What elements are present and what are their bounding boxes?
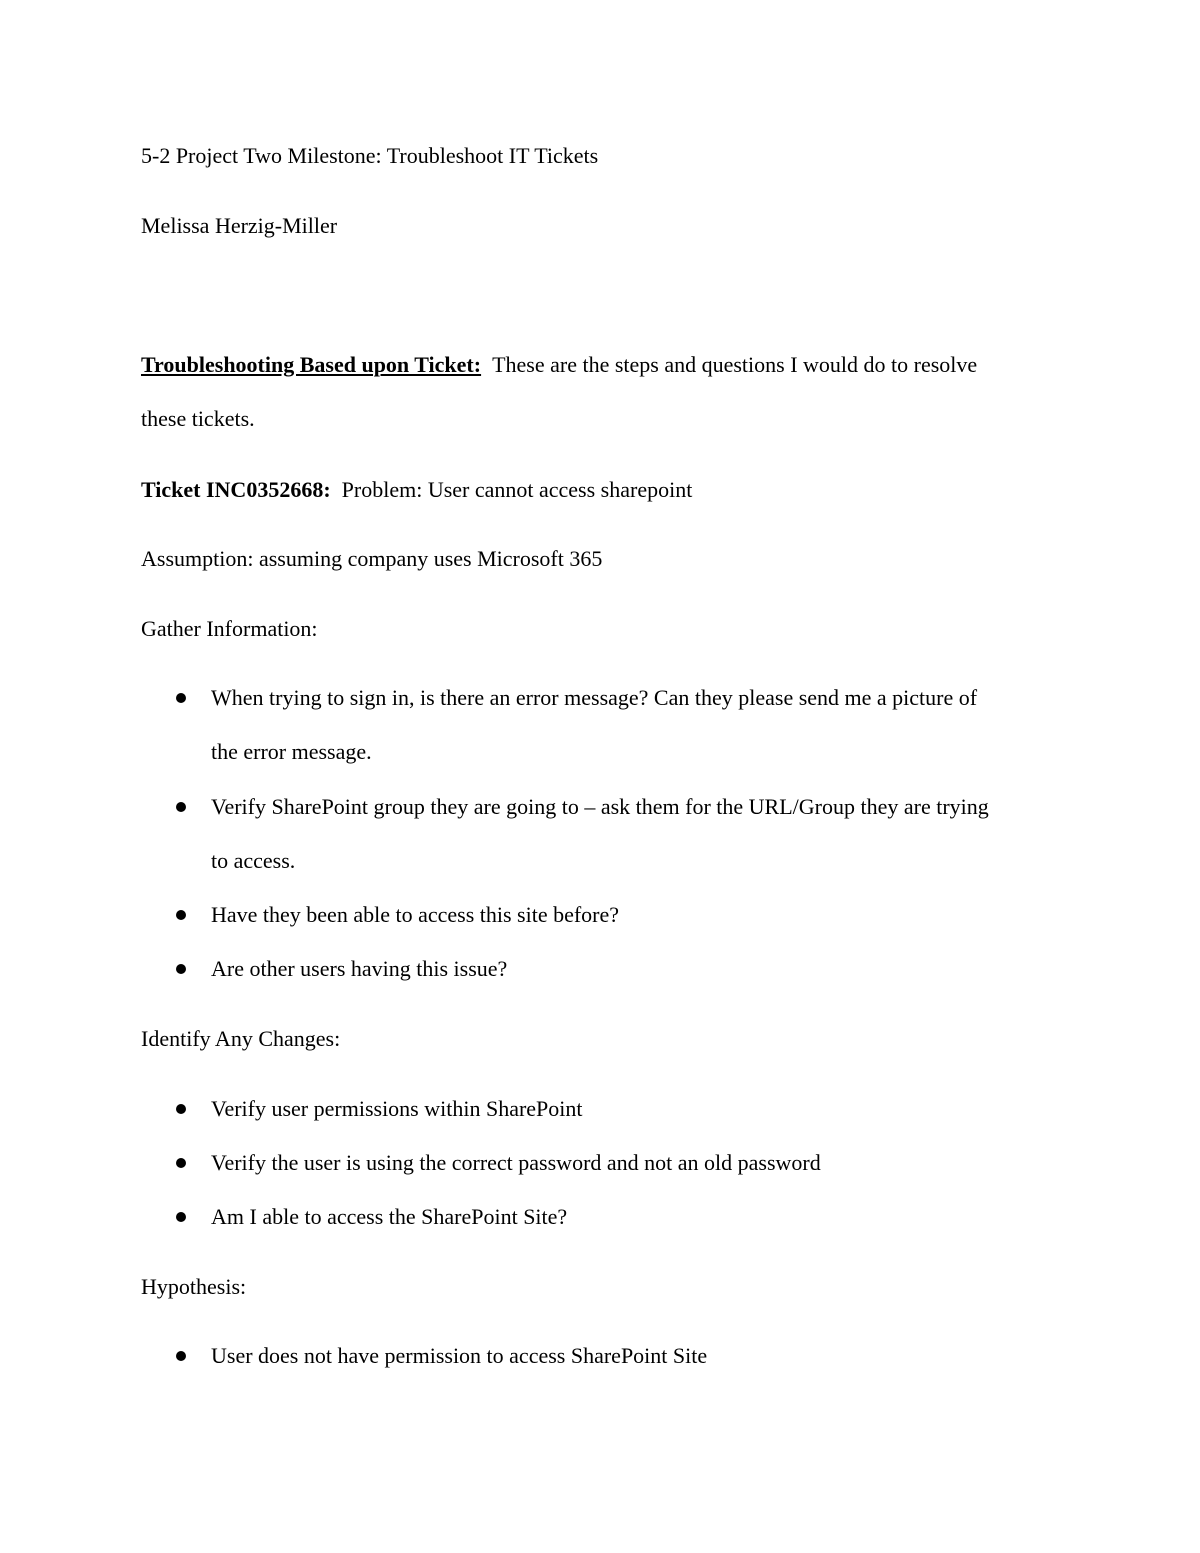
list-item-continuation: to access. [211, 848, 296, 873]
list-item-text: User does not have permission to access SharePoint Site [211, 1343, 708, 1368]
assumption-line: Assumption: assuming company uses Microsoft 365 [141, 546, 603, 571]
bullet-icon [176, 1104, 186, 1114]
list-item-text: Am I able to access the SharePoint Site? [211, 1204, 568, 1229]
bullet-icon [176, 1212, 186, 1222]
document-author: Melissa Herzig-Miller [141, 213, 338, 238]
document-title: 5-2 Project Two Milestone: Troubleshoot IT Tickets [141, 143, 599, 168]
list-item-continuation: the error message. [211, 739, 372, 764]
ticket-line [141, 476, 692, 504]
intro-text-line2: these tickets. [141, 406, 255, 431]
bullet-icon [176, 802, 186, 812]
intro-paragraph [141, 351, 977, 379]
intro-heading: Troubleshooting Based upon Ticket: [141, 352, 482, 377]
intro-text-line1: These are the steps and questions I would do to resolve [492, 352, 978, 377]
hypothesis-heading: Hypothesis: [141, 1274, 247, 1299]
list-item-text: Verify the user is using the correct password and not an old password [211, 1150, 821, 1175]
gather-heading: Gather Information: [141, 616, 318, 641]
list-item-text: Are other users having this issue? [211, 956, 508, 981]
ticket-label: Ticket INC0352668: [141, 477, 331, 502]
bullet-icon [176, 964, 186, 974]
changes-heading: Identify Any Changes: [141, 1026, 341, 1051]
list-item-text: Verify SharePoint group they are going to – ask them for the URL/Group they are trying [211, 794, 989, 819]
bullet-icon [176, 693, 186, 703]
bullet-icon [176, 1158, 186, 1168]
ticket-problem: Problem: User cannot access sharepoint [341, 477, 693, 502]
bullet-icon [176, 1351, 186, 1361]
bullet-icon [176, 910, 186, 920]
list-item-text: Verify user permissions within SharePoint [211, 1096, 583, 1121]
list-item-text: Have they been able to access this site before? [211, 902, 620, 927]
list-item-text: When trying to sign in, is there an error message? Can they please send me a picture of [211, 685, 978, 710]
